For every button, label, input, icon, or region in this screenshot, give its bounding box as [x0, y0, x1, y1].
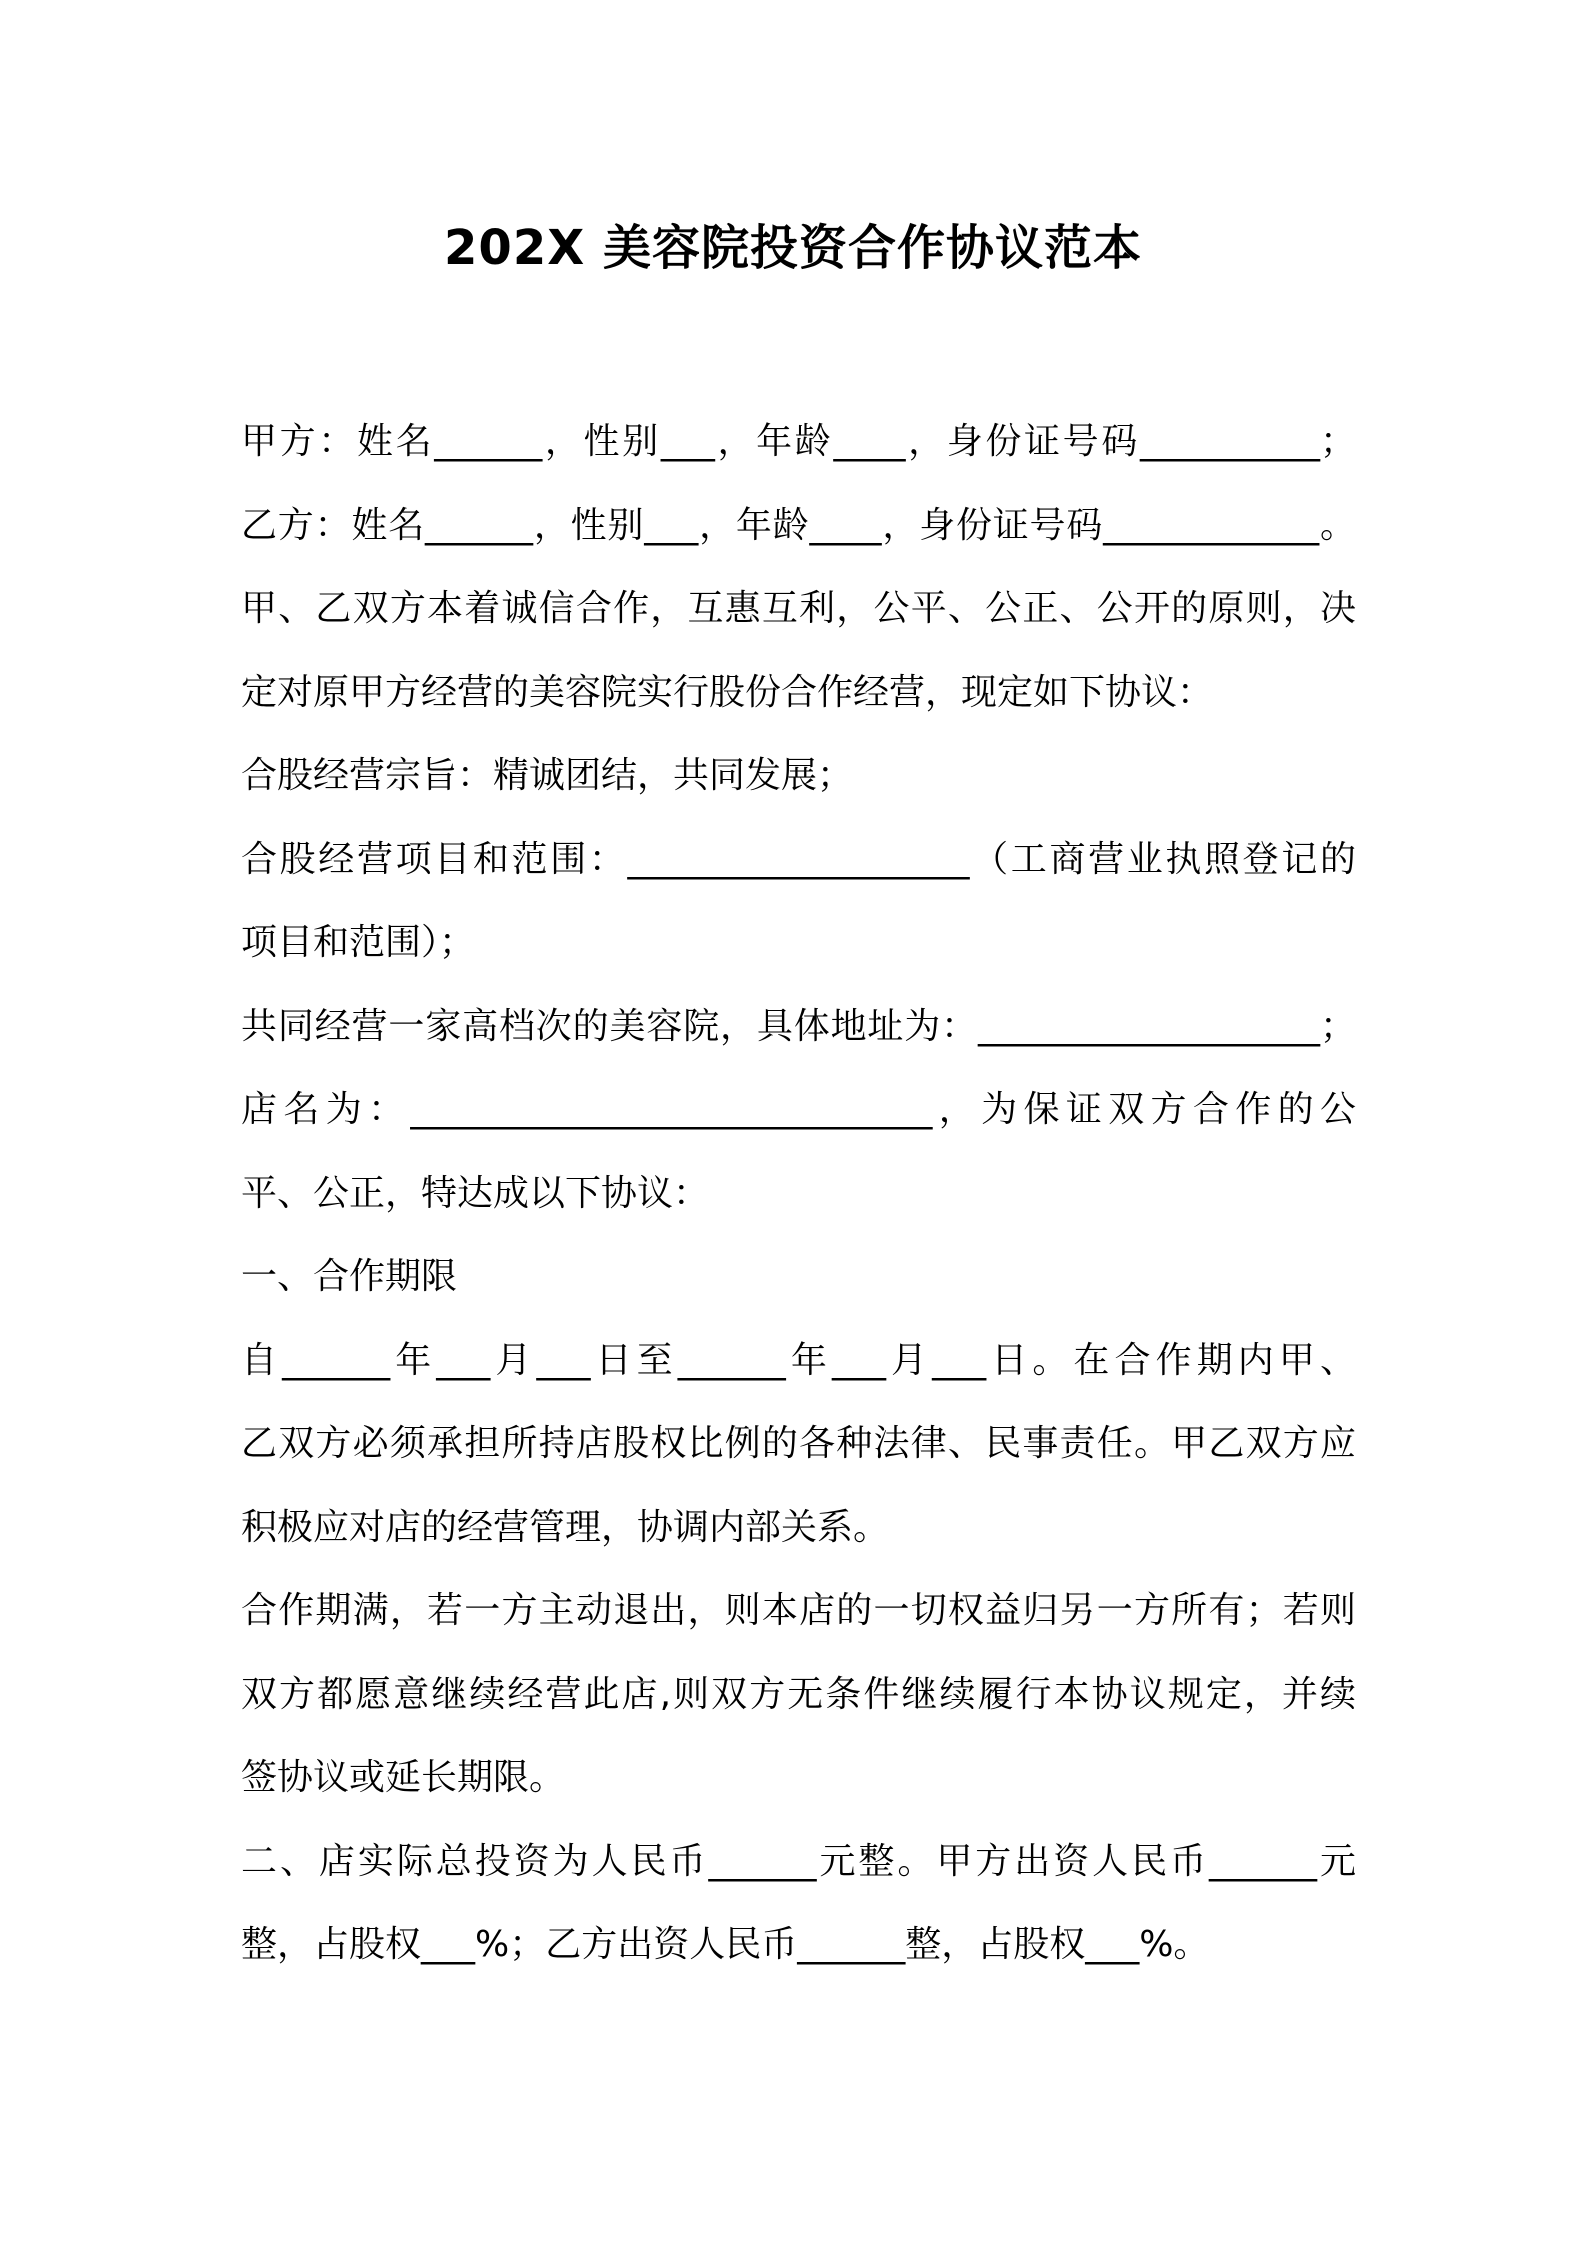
paragraph-line: 平、公正，特达成以下协议：	[241, 1172, 710, 1214]
document-title: 202X 美容院投资合作协议范本	[444, 220, 1142, 276]
paragraph-line: 合作期满，若一方主动退出，则本店的一切权益归另一方所有；若则	[241, 1590, 1356, 1631]
paragraph-line: 项目和范围）；	[241, 922, 476, 963]
document-body	[241, 400, 1356, 1987]
paragraph-line: 签协议或延长期限。	[241, 1757, 566, 1798]
paragraph-line: 合股经营项目和范围：___________________（工商营业执照登记的	[241, 838, 1356, 880]
section-heading: 一、合作期限	[241, 1256, 458, 1297]
paragraph-line: 双方都愿意继续经营此店,则双方无条件继续履行本协议规定，并续	[241, 1673, 1356, 1715]
paragraph-line: 积极应对店的经营管理，协调内部关系。	[241, 1506, 890, 1548]
party-a-line: 甲方：姓名______，性别___，年龄____，身份证号码__________；	[241, 421, 1356, 462]
paragraph-line: 乙双方必须承担所持店股权比例的各种法律、民事责任。甲乙双方应	[241, 1423, 1356, 1464]
paragraph-line: 共同经营一家高档次的美容院，具体地址为：___________________；	[241, 1005, 1356, 1047]
paragraph-line: 合股经营宗旨：精诚团结，共同发展；	[241, 755, 854, 796]
paragraph-line: 店名为：_____________________________，为保证双方合作的公	[241, 1089, 1356, 1130]
paragraph-line: 自______年___月___日至______年___月___日。在合作期内甲、	[241, 1339, 1356, 1381]
paragraph-line: 定对原甲方经营的美容院实行股份合作经营，现定如下协议：	[241, 671, 1214, 713]
section-heading: 二、店实际总投资为人民币______元整。甲方出资人民币______元	[241, 1840, 1356, 1882]
party-b-line: 乙方：姓名______，性别___，年龄____，身份证号码____________。	[241, 504, 1356, 546]
paragraph-line: 甲、乙双方本着诚信合作，互惠互利，公平、公正、公开的原则，决	[241, 588, 1356, 629]
paragraph-line: 整，占股权___%；乙方出资人民币______整，占股权___%。	[241, 1924, 1210, 1965]
